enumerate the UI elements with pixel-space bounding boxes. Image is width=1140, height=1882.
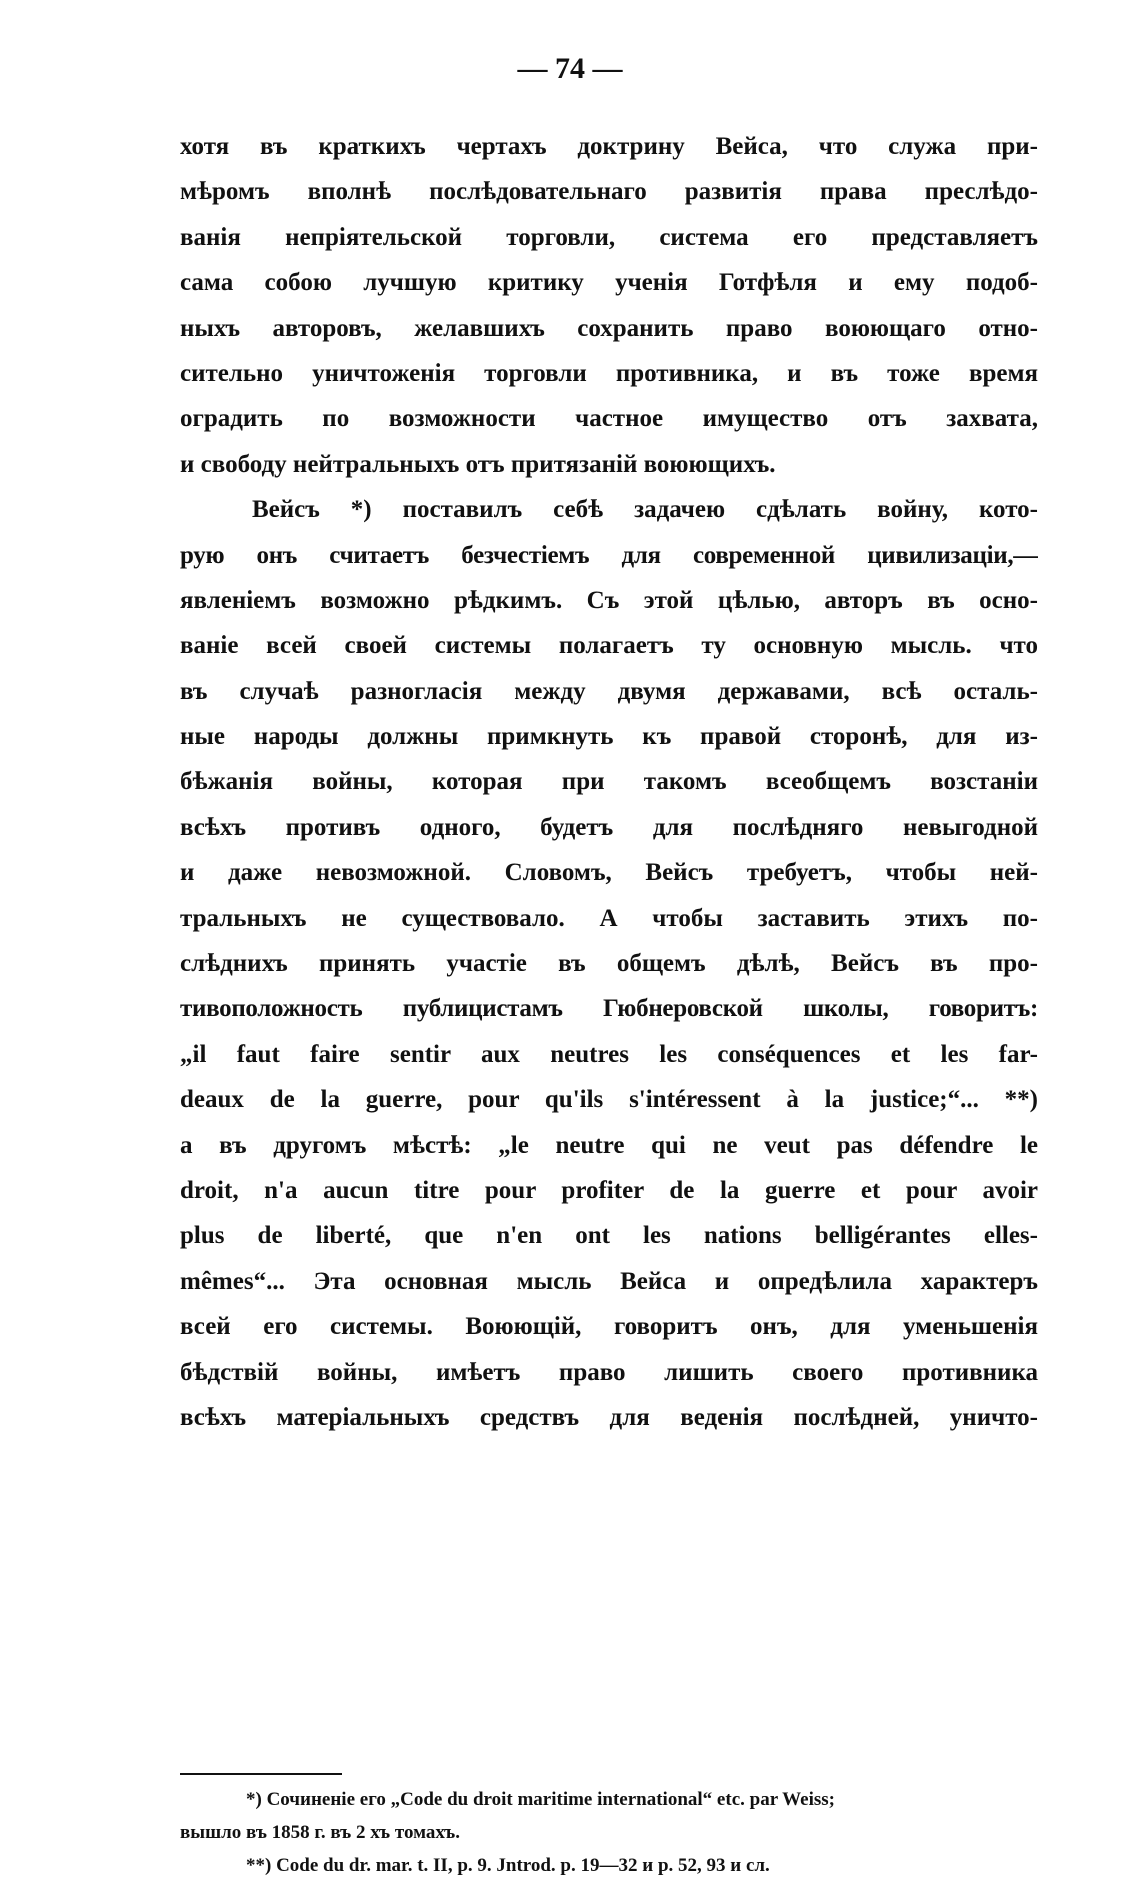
text-line: всѣхъ матеріальныхъ средствъ для веденія послѣдней, уничто- [180,1403,1038,1431]
footnotes [180,1783,1038,1882]
main-text [180,124,1038,1440]
text-line: Вейсъ *) поставилъ себѣ задачею сдѣлать войну, кото- [252,496,1038,524]
text-line: въ случаѣ разногласія между двумя державами, всѣ осталь- [180,677,1038,705]
text-line: всѣхъ противъ одного, будетъ для послѣдняго невыгодной [180,813,1038,841]
text-line: и даже невозможной. Словомъ, Вейсъ требуетъ, чтобы ней- [180,859,1038,887]
footnote-line: **) Code du dr. mar. t. II, p. 9. Jntrod. p. 19—32 и p. 52, 93 и сл. [246,1855,770,1876]
footnote-line: вышло въ 1858 г. въ 2 хъ томахъ. [180,1822,460,1843]
footnote-line: *) Сочиненіе его „Code du droit maritime international“ etc. par Weiss; [246,1789,835,1810]
page-number: — 74 — [517,52,623,85]
text-line: хотя въ краткихъ чертахъ доктрину Вейса, что служа при- [180,133,1038,160]
text-line: ванія непріятельской торговли, система его представляетъ [180,223,1038,251]
text-line: явленіемъ возможно рѣдкимъ. Съ этой цѣлью, авторъ въ осно- [180,586,1038,614]
text-line: и свободу нейтральныхъ отъ притязаній воюющихъ. [180,450,776,478]
text-line: сительно уничтоженія торговли противника, и въ тоже время [180,359,1038,387]
text-line: ные народы должны примкнуть къ правой сторонѣ, для из- [180,723,1038,751]
text-line: ныхъ авторовъ, желавшихъ сохранить право воюющаго отно- [180,314,1038,342]
text-line: mêmes“... Эта основная мысль Вейса и опредѣлила характеръ [180,1267,1038,1295]
text-line: а въ другомъ мѣстѣ: „le neutre qui ne veut pas défendre le [180,1131,1038,1159]
text-line: „il faut faire sentir aux neutres les conséquences et les far- [180,1040,1038,1068]
text-line: всей его системы. Воюющій, говоритъ онъ, для уменьшенія [180,1313,1038,1341]
text-line: мѣромъ вполнѣ послѣдовательнаго развитія права преслѣдо- [180,178,1038,206]
text-line: оградить по возможности частное имущество отъ захвата, [180,405,1038,433]
text-line: ваніе всей своей системы полагаетъ ту основную мысль. что [180,632,1038,660]
text-line: рую онъ считаетъ безчестіемъ для современной цивилизаціи,— [180,541,1038,569]
text-line: бѣжанія войны, которая при такомъ всеобщемъ возстаніи [180,768,1038,796]
text-line: тральныхъ не существовало. А чтобы заставить этихъ по- [180,904,1038,932]
text-line: droit, n'a aucun titre pour profiter de la guerre et pour avoir [180,1176,1038,1204]
text-line: тивоположность публицистамъ Гюбнеровской школы, говоритъ: [180,995,1038,1023]
text-line: сама собою лучшую критику ученія Готфѣля и ему подоб- [180,269,1038,297]
text-line: слѣднихъ принять участіе въ общемъ дѣлѣ, Вейсъ въ про- [180,950,1038,978]
footnote-divider [180,1773,342,1775]
text-line: plus de liberté, que n'en ont les nations belligérantes elles- [180,1222,1038,1250]
text-line: бѣдствій войны, имѣетъ право лишить своего противника [180,1358,1038,1386]
text-line: deaux de la guerre, pour qu'ils s'intéressent à la justice;“... **) [180,1086,1038,1114]
